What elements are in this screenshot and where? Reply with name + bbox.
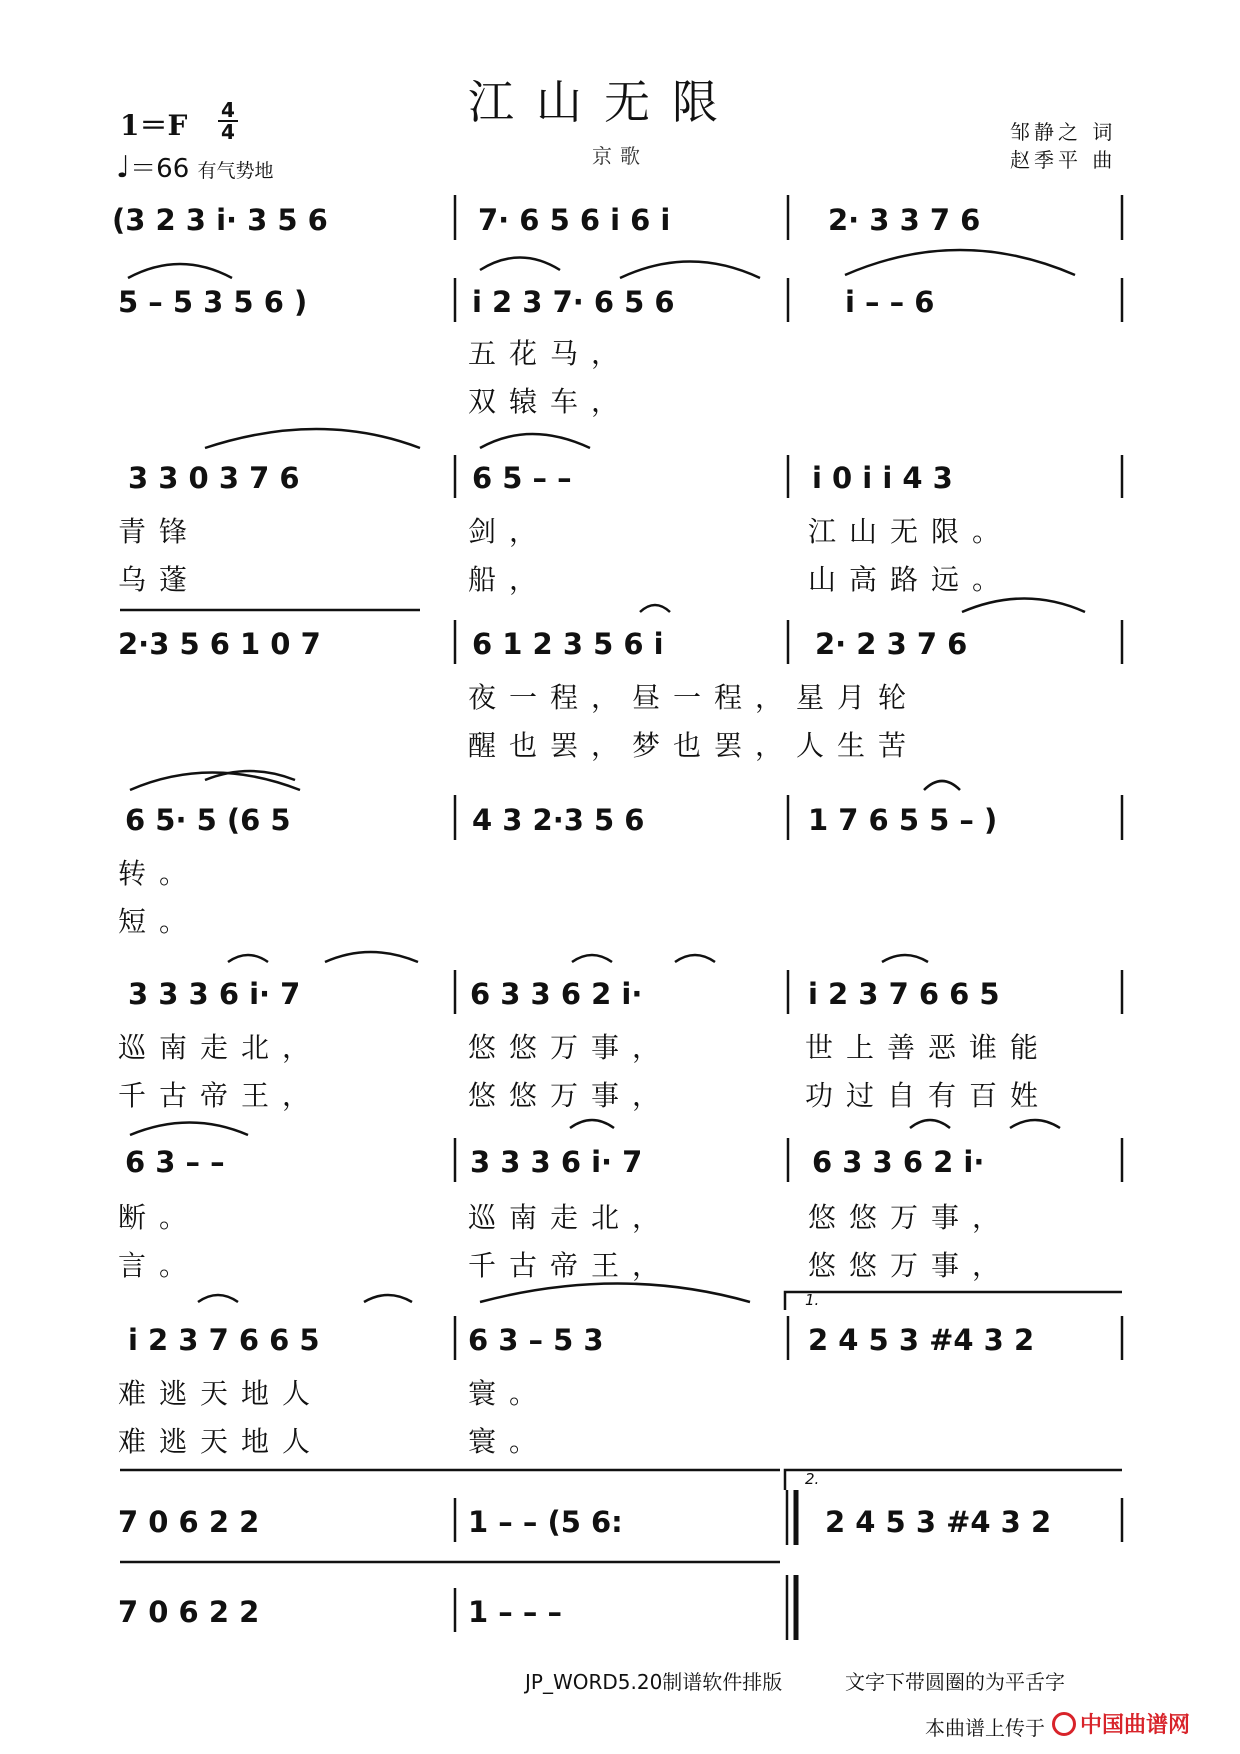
lyric-row-6a-3: 世上善恶谁能 xyxy=(805,1031,1052,1064)
svg-text:i – – 6: i – – 6 xyxy=(845,285,935,319)
composer-credit: 赵季平 曲 xyxy=(1010,148,1117,172)
svg-text:1 – – (5 6:: 1 – – (5 6: xyxy=(468,1505,623,1539)
svg-text:5 – 5 3 5 6 ): 5 – 5 3 5 6 ) xyxy=(118,285,308,319)
lyric-row-6a-1: 巡南走北， xyxy=(118,1031,324,1064)
svg-text:2 4 5 3 #4 3 2: 2 4 5 3 #4 3 2 xyxy=(825,1505,1052,1539)
quarter-note-icon: ♩ xyxy=(116,150,131,185)
footer-software: JP_WORD5.20制谱软件排版 xyxy=(525,1670,783,1694)
lyric-row-8b-1: 难逃天地人 xyxy=(118,1425,324,1458)
svg-text:3 3 3 6 i· 7: 3 3 3 6 i· 7 xyxy=(128,977,301,1011)
lyric-row-3b-3: 山高路远。 xyxy=(808,563,1014,596)
site-brand: 中国曲谱网 xyxy=(1080,1713,1191,1738)
lyric-row-3b-1: 乌蓬 xyxy=(118,563,201,596)
key-signature: 1＝F xyxy=(120,109,188,142)
svg-text:2·3 5 6 1 0 7: 2·3 5 6 1 0 7 xyxy=(118,627,321,661)
svg-text:6 5 – –: 6 5 – – xyxy=(472,461,572,495)
lyric-row-7b-1: 言。 xyxy=(118,1249,201,1282)
footer-note: 文字下带圆圈的为平舌字 xyxy=(845,1670,1065,1694)
svg-text:4 3 2·3 5 6: 4 3 2·3 5 6 xyxy=(472,803,645,837)
svg-text:6 1 2 3 5 6 i: 6 1 2 3 5 6 i xyxy=(472,627,664,661)
lyric-row-7a-3: 悠悠万事， xyxy=(808,1201,1014,1234)
lyric-row-5b: 短。 xyxy=(118,905,201,938)
lyric-row-2b: 双辕车， xyxy=(468,385,633,418)
svg-text:(3 2 3 i· 3 5 6: (3 2 3 i· 3 5 6 xyxy=(112,203,328,237)
lyric-row-7a-2: 巡南走北， xyxy=(468,1201,674,1234)
lyric-row-6b-2: 悠悠万事， xyxy=(468,1079,674,1112)
svg-text:7 0 6 2 2: 7 0 6 2 2 xyxy=(118,1505,260,1539)
lyric-row-8a-2: 寰。 xyxy=(468,1377,551,1410)
tempo-value: ＝66 xyxy=(130,154,190,184)
svg-text:2.: 2. xyxy=(805,1470,820,1488)
svg-text:2· 2 3 7 6: 2· 2 3 7 6 xyxy=(815,627,968,661)
time-signature-top: 4 xyxy=(218,100,238,122)
svg-text:i 2 3 7· 6 5 6: i 2 3 7· 6 5 6 xyxy=(472,285,675,319)
lyric-row-3a-1: 青锋 xyxy=(118,515,201,548)
svg-text:2 4 5 3 #4 3 2: 2 4 5 3 #4 3 2 xyxy=(808,1323,1035,1357)
lyricist-credit: 邹静之 词 xyxy=(1010,120,1117,144)
lyric-row-6a-2: 悠悠万事， xyxy=(468,1031,674,1064)
svg-text:i 0 i i 4 3: i 0 i i 4 3 xyxy=(812,461,953,495)
svg-text:i 2 3 7 6 6 5: i 2 3 7 6 6 5 xyxy=(128,1323,320,1357)
lyric-row-3a-3: 江山无限。 xyxy=(808,515,1014,548)
svg-text:6 3 3 6 2 i·: 6 3 3 6 2 i· xyxy=(812,1145,985,1179)
lyric-row-8a-1: 难逃天地人 xyxy=(118,1377,324,1410)
lyric-row-2a: 五花马， xyxy=(468,337,633,370)
time-signature-bottom: 4 xyxy=(221,120,235,144)
svg-text:6 3 – 5 3: 6 3 – 5 3 xyxy=(468,1323,604,1357)
svg-text:i 2 3 7 6 6 5: i 2 3 7 6 6 5 xyxy=(808,977,1000,1011)
song-genre: 京歌 xyxy=(592,144,648,168)
lyric-row-4a: 夜一程，昼一程，星月轮 xyxy=(468,681,920,714)
site-logo xyxy=(1052,1708,1190,1739)
footer-upload: 本曲谱上传于 xyxy=(925,1716,1045,1740)
song-title: 江山无限 xyxy=(468,75,740,129)
lyric-row-3a-2: 剑， xyxy=(468,515,551,548)
logo-mark-icon xyxy=(1052,1712,1076,1736)
lyric-row-3b-2: 船， xyxy=(468,563,551,596)
svg-text:7 0 6 2 2: 7 0 6 2 2 xyxy=(118,1595,260,1629)
svg-text:6 5· 5 (6 5: 6 5· 5 (6 5 xyxy=(125,803,291,837)
lyric-row-7a-1: 断。 xyxy=(118,1201,201,1234)
svg-text:1 7 6 5 5 – ): 1 7 6 5 5 – ) xyxy=(808,803,998,837)
svg-text:6 3 – –: 6 3 – – xyxy=(125,1145,225,1179)
tempo-expression: 有气势地 xyxy=(197,160,274,182)
svg-text:1.: 1. xyxy=(805,1291,820,1309)
lyric-row-4b: 醒也罢，梦也罢，人生苦 xyxy=(468,729,920,762)
svg-text:2· 3 3 7 6: 2· 3 3 7 6 xyxy=(828,203,981,237)
svg-text:1 – – –: 1 – – – xyxy=(468,1595,562,1629)
svg-text:3 3 0 3 7 6: 3 3 0 3 7 6 xyxy=(128,461,300,495)
svg-text:6 3 3 6 2 i·: 6 3 3 6 2 i· xyxy=(470,977,643,1011)
lyric-row-6b-1: 千古帝王， xyxy=(118,1079,324,1112)
lyric-row-7b-3: 悠悠万事， xyxy=(808,1249,1014,1282)
lyric-row-8b-2: 寰。 xyxy=(468,1425,551,1458)
lyric-row-6b-3: 功过自有百姓 xyxy=(805,1079,1052,1112)
lyric-row-5a: 转。 xyxy=(118,857,201,890)
lyric-row-7b-2: 千古帝王， xyxy=(468,1249,674,1282)
svg-text:7· 6 5 6 i 6 i: 7· 6 5 6 i 6 i xyxy=(478,203,671,237)
svg-text:3 3 3 6 i· 7: 3 3 3 6 i· 7 xyxy=(470,1145,643,1179)
